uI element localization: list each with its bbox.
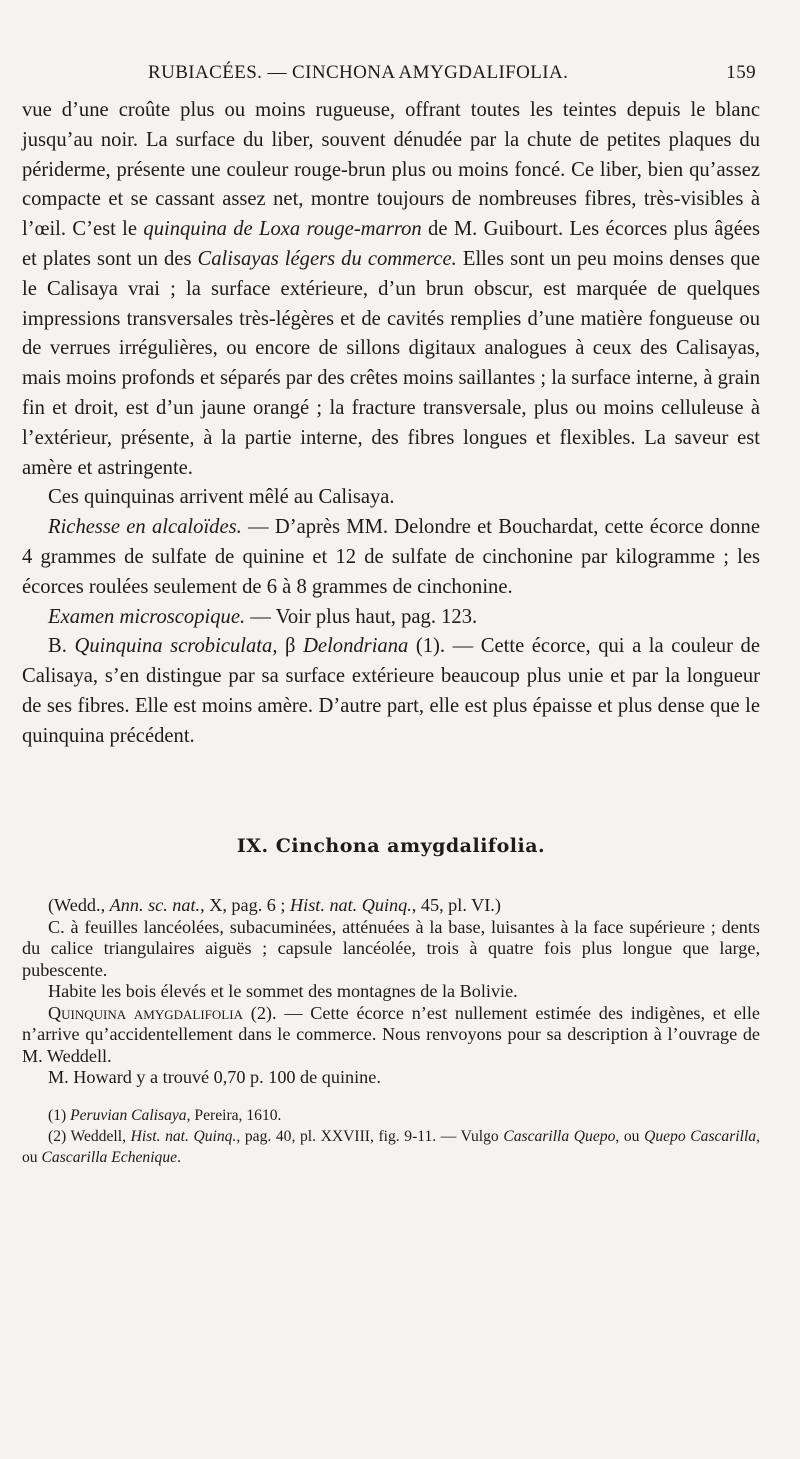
- italic-heading: Richesse en alcaloïdes.: [48, 516, 242, 539]
- italic-term: Hist. nat. Quinq.: [130, 1127, 237, 1145]
- text-run: B.: [48, 635, 75, 658]
- species-entry: [22, 895, 760, 1089]
- italic-term: Quepo Cascarilla: [644, 1127, 757, 1145]
- italic-term: quinquina de Loxa rouge-marron: [143, 218, 422, 241]
- species-reference: [22, 895, 760, 917]
- italic-term: Cascarilla Echenique: [41, 1148, 178, 1166]
- page-body: [22, 96, 760, 1168]
- text-run: .: [177, 1148, 181, 1166]
- text-run: (1). — Cette écorce, qui a la couleur de Calisaya, s’en distingue par sa surface extérieure beaucoup plus unie et par la longueur de ses fibres. Elle est moins amère. D’autre part, elle est plus épaisse et plus dense que le quinquina précédent.: [22, 635, 760, 747]
- text-run: — D’après MM. Delondre et Bouchardat, cette écorce donne 4 grammes de sulfate de quinine et 12 de sulfate de cinchonine par kilogramme ; les écorces roulées seulement de 6 à 8 grammes de cinchonine.: [22, 516, 760, 598]
- text-run: , 45, pl. VI.): [411, 895, 501, 916]
- paragraph-microscopic-exam: [22, 603, 760, 633]
- page-number: 159: [726, 62, 756, 83]
- text-run: , ou: [615, 1127, 645, 1145]
- text-run: , X, pag. 6 ;: [200, 895, 291, 916]
- text-run: , ou: [22, 1127, 761, 1166]
- species-quinine-yield: M. Howard y a trouvé 0,70 p. 100 de quinine.: [48, 1067, 381, 1088]
- text-run: (Wedd.,: [48, 895, 110, 916]
- text-run: de M. Guibourt. Les écorces plus âgées et plates sont un des: [22, 218, 760, 270]
- footnote-2: [22, 1126, 760, 1168]
- italic-term: Quinquina scrobiculata: [74, 635, 273, 658]
- text-run: , pag. 40, pl. XXVIII, fig. 9-11. — Vulgo: [236, 1127, 504, 1145]
- footnote-1: [22, 1105, 760, 1126]
- text-run: , Pereira, 1610.: [186, 1106, 282, 1124]
- species-habitat: Habite les bois élevés et le sommet des montagnes de la Bolivie.: [48, 981, 518, 1002]
- running-header: [148, 62, 756, 86]
- text-run: (2) Weddell,: [48, 1127, 131, 1145]
- paragraph-alkaloid-content: [22, 513, 760, 602]
- paragraph-bark-description: [22, 96, 760, 483]
- paragraph-trade-note: Ces quinquinas arrivent mêlé au Calisaya.: [48, 486, 395, 509]
- small-caps-term: Quinquina amygdalifolia: [48, 1002, 243, 1023]
- running-title: RUBIACÉES. — CINCHONA AMYGDALIFOLIA.: [148, 62, 569, 83]
- italic-term: Cascarilla Quepo: [503, 1127, 616, 1145]
- italic-term: Delondriana: [303, 635, 409, 658]
- text-run: (2). — Cette écorce n’est nullement estimée des indigènes, et elle n’arrive qu’accidentellement dans le commerce. Nous renvoyons pour sa description à l’ouvrage de M. Weddell.: [22, 1002, 760, 1066]
- paragraph-variety-b: [22, 632, 760, 751]
- italic-term: Hist. nat. Quinq.: [290, 895, 412, 916]
- text-run: (1): [48, 1106, 71, 1124]
- text-run: , β: [272, 635, 304, 658]
- text-run: — Voir plus haut, pag. 123.: [245, 605, 478, 628]
- footnotes: [22, 1105, 760, 1168]
- italic-term: Calisayas légers du commerce.: [197, 247, 457, 270]
- species-bark-note: [22, 1003, 760, 1068]
- italic-term: Ann. sc. nat.: [109, 895, 201, 916]
- italic-heading: Examen microscopique.: [48, 605, 246, 628]
- italic-term: Peruvian Calisaya: [70, 1106, 187, 1124]
- text-run: vue d’une croûte plus ou moins rugueuse, offrant toutes les teintes depuis le blanc jusqu’au noir. La surface du liber, souvent dénudée par la chute de petites plaques du périderme, présente une couleur rouge-brun plus ou moins foncé. Ce liber, bien qu’assez compacte et se cassant assez net, montre toujours de nombreuses fibres, très-visibles à l’œil. C’est le: [22, 99, 760, 241]
- species-description: C. à feuilles lancéolées, subacuminées, atténuées à la base, luisantes à la face supérieure ; dents du calice triangulaires aiguës ; capsule lancéolée, trois à quatre fois plus longue que large, pubescente.: [22, 916, 760, 980]
- section-heading: IX. Cinchona amygdalifolia.: [236, 834, 546, 857]
- text-run: Elles sont un peu moins denses que le Calisaya vrai ; la surface extérieure, d’un brun obscur, est marquée de quelques impressions transversales très-légères et de cavités remplies d’une matière fongueuse ou de verrues irrégulières, ou encore de sillons digitaux analogues à ceux des Calisayas, mais moins profonds et séparés par des crêtes moins saillantes ; la surface interne, à grain fin et droit, est d’un jaune orangé ; la fracture transversale, plus ou moins celluleuse à l’extérieur, présente, à la partie interne, des fibres longues et flexibles. La saveur est amère et astringente.: [22, 247, 760, 479]
